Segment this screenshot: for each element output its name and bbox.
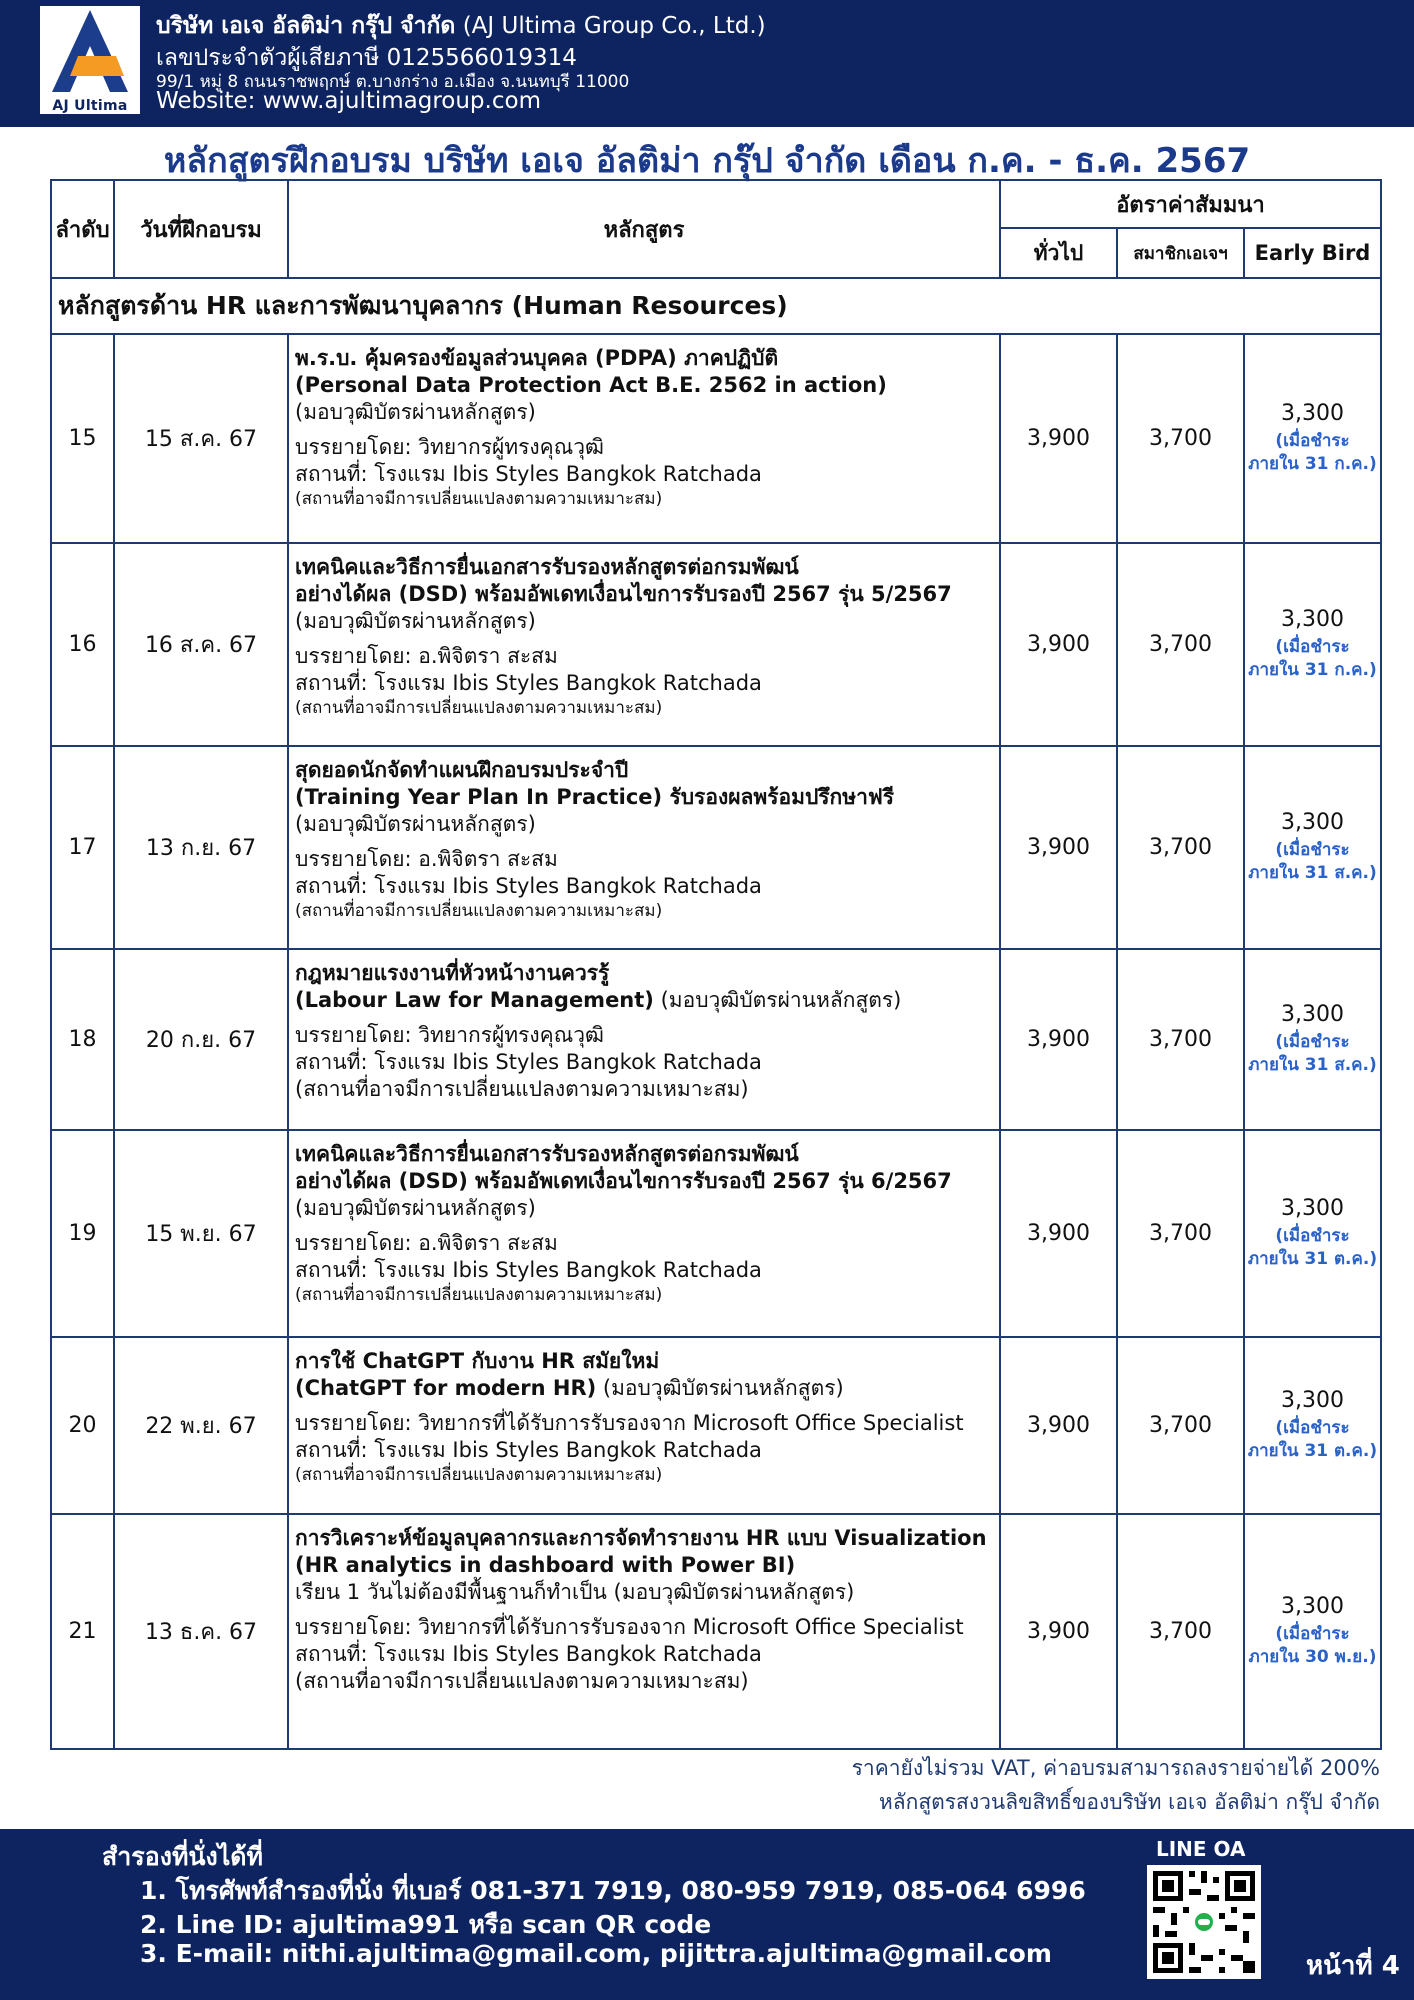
course-row <box>51 949 1381 1130</box>
course-speaker: บรรยายโดย: วิทยากรที่ได้รับการรับรองจาก Microsoft Office Specialist <box>295 1411 964 1435</box>
course-title-en: อย่างได้ผล (DSD) พร้อมอัพเดทเงื่อนไขการรับรองปี 2567 รุ่น 6/2567 <box>295 1169 952 1193</box>
course-certificate: (มอบวุฒิบัตรผ่านหลักสูตร) <box>596 1376 844 1400</box>
header-no: ลำดับ <box>51 180 114 278</box>
early-bird-value: 3,300 <box>1281 607 1344 632</box>
vat-note: ราคายังไม่รวม VAT, ค่าอบรมสามารถลงรายจ่ายได้ 200% <box>851 1756 1380 1780</box>
course-number: 19 <box>51 1130 114 1337</box>
course-title-en: (ChatGPT for modern HR) <box>295 1376 597 1400</box>
venue-note: (สถานที่อาจมีการเปลี่ยนแปลงตามความเหมาะสม) <box>295 489 663 509</box>
course-details <box>288 949 1000 1130</box>
course-certificate: (มอบวุฒิบัตรผ่านหลักสูตร) <box>653 988 902 1012</box>
venue-note: (สถานที่อาจมีการเปลี่ยนแปลงตามความเหมาะสม) <box>295 1285 663 1305</box>
early-bird-value: 3,300 <box>1281 810 1344 835</box>
price-early-bird <box>1244 334 1381 543</box>
course-number: 15 <box>51 334 114 543</box>
early-bird-condition-1: (เมื่อชำระ <box>1275 1624 1350 1644</box>
course-number: 20 <box>51 1337 114 1514</box>
course-row <box>51 334 1381 543</box>
footer-bar <box>0 1829 1414 2000</box>
booking-line-id[interactable]: 2. Line ID: ajultima991 หรือ scan QR code <box>140 1910 712 1939</box>
course-title-en: (Training Year Plan In Practice) รับรองผลพร้อมปรึกษาฟรี <box>295 785 895 809</box>
early-bird-value: 3,300 <box>1281 1196 1344 1221</box>
course-title-th: เทคนิคและวิธีการยื่นเอกสารรับรองหลักสูตรต่อกรมพัฒน์ <box>295 555 799 579</box>
early-bird-condition-1: (เมื่อชำระ <box>1275 840 1350 860</box>
venue-note: (สถานที่อาจมีการเปลี่ยนแปลงตามความเหมาะสม) <box>295 1669 749 1693</box>
course-title-en: อย่างได้ผล (DSD) พร้อมอัพเดทเงื่อนไขการรับรองปี 2567 รุ่น 5/2567 <box>295 582 952 606</box>
course-date: 15 พ.ย. 67 <box>114 1130 288 1337</box>
course-extra: เรียน 1 วันไม่ต้องมีพื้นฐานก็ทำเป็น (มอบวุฒิบัตรผ่านหลักสูตร) <box>295 1580 855 1604</box>
early-bird-condition-1: (เมื่อชำระ <box>1275 1418 1350 1438</box>
header-member: สมาชิกเอเจฯ <box>1117 228 1244 278</box>
price-member: 3,700 <box>1117 543 1244 746</box>
price-early-bird <box>1244 949 1381 1130</box>
course-speaker: บรรยายโดย: อ.พิจิตรา สะสม <box>295 644 558 668</box>
early-bird-condition-1: (เมื่อชำระ <box>1275 1032 1350 1052</box>
course-venue: สถานที่: โรงแรม Ibis Styles Bangkok Ratchada <box>295 1258 762 1282</box>
header-course: หลักสูตร <box>288 180 1000 278</box>
course-speaker: บรรยายโดย: อ.พิจิตรา สะสม <box>295 847 558 871</box>
logo-text: AJ Ultima <box>52 98 128 114</box>
header-fee: อัตราค่าสัมมนา <box>1000 180 1381 228</box>
price-member: 3,700 <box>1117 949 1244 1130</box>
course-title-th: พ.ร.บ. คุ้มครองข้อมูลส่วนบุคคล (PDPA) ภาคปฏิบัติ <box>295 346 779 370</box>
early-bird-value: 3,300 <box>1281 1594 1344 1619</box>
course-schedule-table <box>50 179 1382 1750</box>
course-certificate: (มอบวุฒิบัตรผ่านหลักสูตร) <box>295 609 536 633</box>
course-details <box>288 543 1000 746</box>
course-certificate: (มอบวุฒิบัตรผ่านหลักสูตร) <box>295 812 536 836</box>
price-general: 3,900 <box>1000 746 1117 949</box>
course-details <box>288 746 1000 949</box>
price-early-bird <box>1244 1130 1381 1337</box>
price-member: 3,700 <box>1117 334 1244 543</box>
line-oa-label: LINE OA <box>1156 1837 1246 1861</box>
course-details <box>288 334 1000 543</box>
course-speaker: บรรยายโดย: วิทยากรที่ได้รับการรับรองจาก Microsoft Office Specialist <box>295 1615 964 1639</box>
price-early-bird <box>1244 1337 1381 1514</box>
early-bird-condition-2: ภายใน 31 ก.ค.) <box>1248 454 1377 474</box>
early-bird-condition-2: ภายใน 30 พ.ย.) <box>1248 1647 1377 1667</box>
course-venue: สถานที่: โรงแรม Ibis Styles Bangkok Ratchada <box>295 671 762 695</box>
course-date: 20 ก.ย. 67 <box>114 949 288 1130</box>
course-venue: สถานที่: โรงแรม Ibis Styles Bangkok Ratchada <box>295 462 762 486</box>
qr-code-icon <box>1147 1865 1261 1979</box>
course-row <box>51 1130 1381 1337</box>
price-member: 3,700 <box>1117 1337 1244 1514</box>
booking-heading: สำรองที่นั่งได้ที่ <box>102 1842 264 1871</box>
price-general: 3,900 <box>1000 949 1117 1130</box>
venue-note: (สถานที่อาจมีการเปลี่ยนแปลงตามความเหมาะสม) <box>295 901 663 921</box>
venue-note: (สถานที่อาจมีการเปลี่ยนแปลงตามความเหมาะสม) <box>295 1465 663 1485</box>
course-details <box>288 1337 1000 1514</box>
course-details <box>288 1130 1000 1337</box>
price-general: 3,900 <box>1000 334 1117 543</box>
course-title-en: (HR analytics in dashboard with Power BI) <box>295 1553 796 1577</box>
early-bird-value: 3,300 <box>1281 401 1344 426</box>
price-general: 3,900 <box>1000 1130 1117 1337</box>
line-qr-code[interactable] <box>1147 1865 1261 1979</box>
course-title-th: การวิเคราะห์ข้อมูลบุคลากรและการจัดทำรายงาน HR แบบ Visualization <box>295 1526 987 1550</box>
header-bar <box>0 0 1414 127</box>
course-date: 13 ก.ย. 67 <box>114 746 288 949</box>
page-title: หลักสูตรฝึกอบรม บริษัท เอเจ อัลติม่า กรุ๊ป จำกัด เดือน ก.ค. - ธ.ค. 2567 <box>163 141 1251 181</box>
course-speaker: บรรยายโดย: อ.พิจิตรา สะสม <box>295 1231 558 1255</box>
header-early-bird: Early Bird <box>1244 228 1381 278</box>
early-bird-condition-2: ภายใน 31 ส.ค.) <box>1248 1055 1377 1075</box>
price-general: 3,900 <box>1000 1514 1117 1749</box>
course-certificate: (มอบวุฒิบัตรผ่านหลักสูตร) <box>295 1196 536 1220</box>
course-venue: สถานที่: โรงแรม Ibis Styles Bangkok Ratchada <box>295 1438 762 1462</box>
early-bird-condition-1: (เมื่อชำระ <box>1275 637 1350 657</box>
tax-id: เลขประจำตัวผู้เสียภาษี 0125566019314 <box>156 45 577 71</box>
booking-email[interactable]: 3. E-mail: nithi.ajultima@gmail.com, pijittra.ajultima@gmail.com <box>140 1939 1052 1968</box>
company-address: 99/1 หมู่ 8 ถนนราชพฤกษ์ ต.บางกร่าง อ.เมือง จ.นนทบุรี 11000 <box>156 72 630 92</box>
course-row <box>51 1514 1381 1749</box>
course-date: 22 พ.ย. 67 <box>114 1337 288 1514</box>
price-member: 3,700 <box>1117 746 1244 949</box>
early-bird-value: 3,300 <box>1281 1002 1344 1027</box>
course-number: 16 <box>51 543 114 746</box>
course-date: 15 ส.ค. 67 <box>114 334 288 543</box>
header-general: ทั่วไป <box>1000 228 1117 278</box>
early-bird-value: 3,300 <box>1281 1388 1344 1413</box>
course-certificate: (มอบวุฒิบัตรผ่านหลักสูตร) <box>295 400 536 424</box>
copyright-note: หลักสูตรสงวนลิขสิทธิ์ของบริษัท เอเจ อัลติม่า กรุ๊ป จำกัด <box>878 1790 1380 1814</box>
course-venue: สถานที่: โรงแรม Ibis Styles Bangkok Ratchada <box>295 1642 762 1666</box>
course-speaker: บรรยายโดย: วิทยากรผู้ทรงคุณวุฒิ <box>295 1023 604 1047</box>
header-date: วันที่ฝึกอบรม <box>114 180 288 278</box>
early-bird-condition-2: ภายใน 31 ส.ค.) <box>1248 863 1377 883</box>
early-bird-condition-2: ภายใน 31 ก.ค.) <box>1248 660 1377 680</box>
price-early-bird <box>1244 746 1381 949</box>
logo-a-icon <box>40 6 140 96</box>
course-row <box>51 543 1381 746</box>
company-name: บริษัท เอเจ อัลติม่า กรุ๊ป จำกัด (AJ Ultima Group Co., Ltd.) <box>156 13 766 39</box>
early-bird-condition-1: (เมื่อชำระ <box>1275 431 1350 451</box>
page-number: หน้าที่ 4 <box>1306 1951 1400 1981</box>
course-date: 13 ธ.ค. 67 <box>114 1514 288 1749</box>
course-title-th: เทคนิคและวิธีการยื่นเอกสารรับรองหลักสูตรต่อกรมพัฒน์ <box>295 1142 799 1166</box>
venue-note: (สถานที่อาจมีการเปลี่ยนแปลงตามความเหมาะสม) <box>295 698 663 718</box>
section-heading: หลักสูตรด้าน HR และการพัฒนาบุคลากร (Human Resources) <box>51 278 1381 334</box>
course-title-th: สุดยอดนักจัดทำแผนฝึกอบรมประจำปี <box>295 758 629 782</box>
company-website[interactable]: Website: www.ajultimagroup.com <box>156 88 541 114</box>
course-number: 21 <box>51 1514 114 1749</box>
course-row <box>51 746 1381 949</box>
course-title-en: (Labour Law for Management) <box>295 988 654 1012</box>
course-number: 18 <box>51 949 114 1130</box>
booking-phone[interactable]: 1. โทรศัพท์สำรองที่นั่ง ที่เบอร์ 081-371 7919, 080-959 7919, 085-064 6996 <box>140 1876 1086 1905</box>
price-member: 3,700 <box>1117 1514 1244 1749</box>
course-venue: สถานที่: โรงแรม Ibis Styles Bangkok Ratchada <box>295 874 762 898</box>
price-member: 3,700 <box>1117 1130 1244 1337</box>
early-bird-condition-2: ภายใน 31 ต.ค.) <box>1247 1249 1378 1269</box>
company-logo <box>40 6 140 114</box>
course-venue: สถานที่: โรงแรม Ibis Styles Bangkok Ratchada <box>295 1050 762 1074</box>
course-number: 17 <box>51 746 114 949</box>
price-general: 3,900 <box>1000 1337 1117 1514</box>
course-date: 16 ส.ค. 67 <box>114 543 288 746</box>
price-early-bird <box>1244 543 1381 746</box>
course-row <box>51 1337 1381 1514</box>
early-bird-condition-2: ภายใน 31 ต.ค.) <box>1247 1441 1378 1461</box>
price-general: 3,900 <box>1000 543 1117 746</box>
course-details <box>288 1514 1000 1749</box>
course-speaker: บรรยายโดย: วิทยากรผู้ทรงคุณวุฒิ <box>295 435 604 459</box>
course-title-th: การใช้ ChatGPT กับงาน HR สมัยใหม่ <box>295 1349 660 1373</box>
price-early-bird <box>1244 1514 1381 1749</box>
course-title-th: กฎหมายแรงงานที่หัวหน้างานควรรู้ <box>295 961 610 985</box>
venue-note: (สถานที่อาจมีการเปลี่ยนแปลงตามความเหมาะสม) <box>295 1077 749 1101</box>
course-title-en: (Personal Data Protection Act B.E. 2562 in action) <box>295 373 887 397</box>
early-bird-condition-1: (เมื่อชำระ <box>1275 1226 1350 1246</box>
